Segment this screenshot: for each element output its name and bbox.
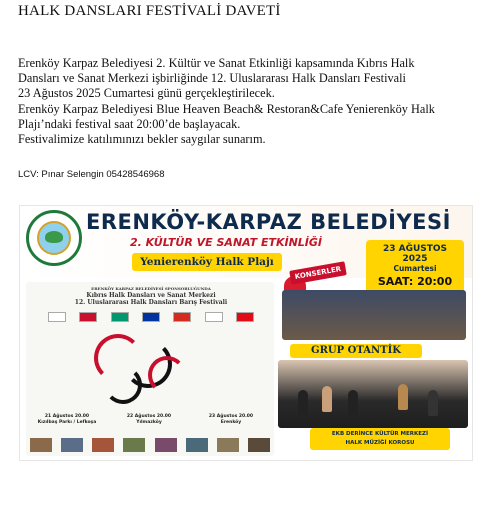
poster-year: 2025 [402,254,428,264]
concerts-badge: KONSERLER [289,261,347,285]
body-line: Erenköy Karpaz Belediyesi Blue Heaven Beach& Restoran&Cafe Yenierenköy Halk [18,101,435,116]
dance-groups-photos [30,438,270,452]
panel-organizer-line: Kıbrıs Halk Dansları ve Sanat Merkezi [86,292,216,299]
flag-icon [79,312,97,322]
singer-figure [322,386,332,412]
body-line: 23 Ağustos 2025 Cumartesi günü gerçekleştirilecek. [18,86,275,101]
venue-date: 23 Ağustos 20.00 [208,414,254,419]
venue-place: Yılmazköy [136,420,162,425]
country-flags [48,312,254,322]
poster-weekday: Cumartesi [393,264,437,273]
dancers-illustration-icon [84,330,204,410]
group-photo [217,438,239,452]
venue-3 [196,414,266,426]
group-photo [30,438,52,452]
singer-figure [428,390,438,416]
group-photo [123,438,145,452]
venue-1 [32,414,102,426]
rsvp-contact: LCV: Pınar Selengin 05428546968 [18,169,165,180]
singer-figure [298,390,308,416]
logo-mark [45,231,63,243]
singer-figure [348,390,358,416]
poster-title: ERENKÖY-KARPAZ BELEDİYESİ [86,210,451,234]
poster-subtitle: 2. KÜLTÜR VE SANAT ETKİNLİĞİ [130,236,323,249]
flag-icon [48,312,66,322]
body-line: Erenköy Karpaz Belediyesi 2. Kültür ve Sanat Etkinliği kapsamında Kıbrıs Halk [18,56,415,70]
panel-sponsor-line: ERENKÖY KARPAZ BELEDİYESİ SPONSORLUĞUNDA [91,286,211,291]
invitation-body [18,56,483,147]
flag-icon [142,312,160,322]
poster-festival-panel [26,282,274,456]
venue-place: Kızılbaş Parkı / Lefkoşa [37,420,97,425]
group-photo [61,438,83,452]
body-line: Dansları ve Sanat Merkezi işbirliğinde 12. Uluslararası Halk Dansları Festivali [18,71,406,86]
panel-festival-line: 12. Uluslararası Halk Dansları Barış Festivali [74,299,228,306]
venue-2 [114,414,184,426]
poster-date-box [366,240,464,294]
venue-date: 22 Ağustos 20.00 [126,414,172,419]
flag-icon [236,312,254,322]
dancer-swirl [148,356,186,394]
group-photo [92,438,114,452]
poster-place: Yenierenköy Halk Plajı [132,253,282,271]
logo-emblem [37,221,71,255]
group-photo [186,438,208,452]
poster-date: 23 AĞUSTOS [382,244,448,254]
poster-time: SAAT: 20:00 [377,275,453,288]
band-name: GRUP OTANTİK [290,344,422,358]
page-title: HALK DANSLARI FESTİVALİ DAVETİ [18,3,281,19]
body-line: Festivalimize katılımınızı bekler saygılar sunarım. [18,132,266,147]
stage-photo [282,290,466,340]
venue-date: 21 Ağustos 20.00 [44,414,90,419]
flag-icon [205,312,223,322]
group-photo [248,438,270,452]
festival-panel-heading [46,286,256,306]
group-photo [155,438,177,452]
flag-icon [111,312,129,322]
flag-icon [173,312,191,322]
dancer-swirl [104,366,142,404]
singer-figure [398,384,408,410]
venue-place: Erenköy [220,420,242,425]
choir-label [310,428,450,450]
choir-line: HALK MÜZİĞİ KOROSU [345,440,415,446]
municipality-logo-icon [26,210,82,266]
choir-photo [278,360,468,428]
choir-line: EKB DERİNCE KÜLTÜR MERKEZİ [331,431,429,437]
body-line: Plajı’ndaki festival saat 20:00’de başlayacak. [18,116,241,131]
festival-poster-image [19,205,473,461]
